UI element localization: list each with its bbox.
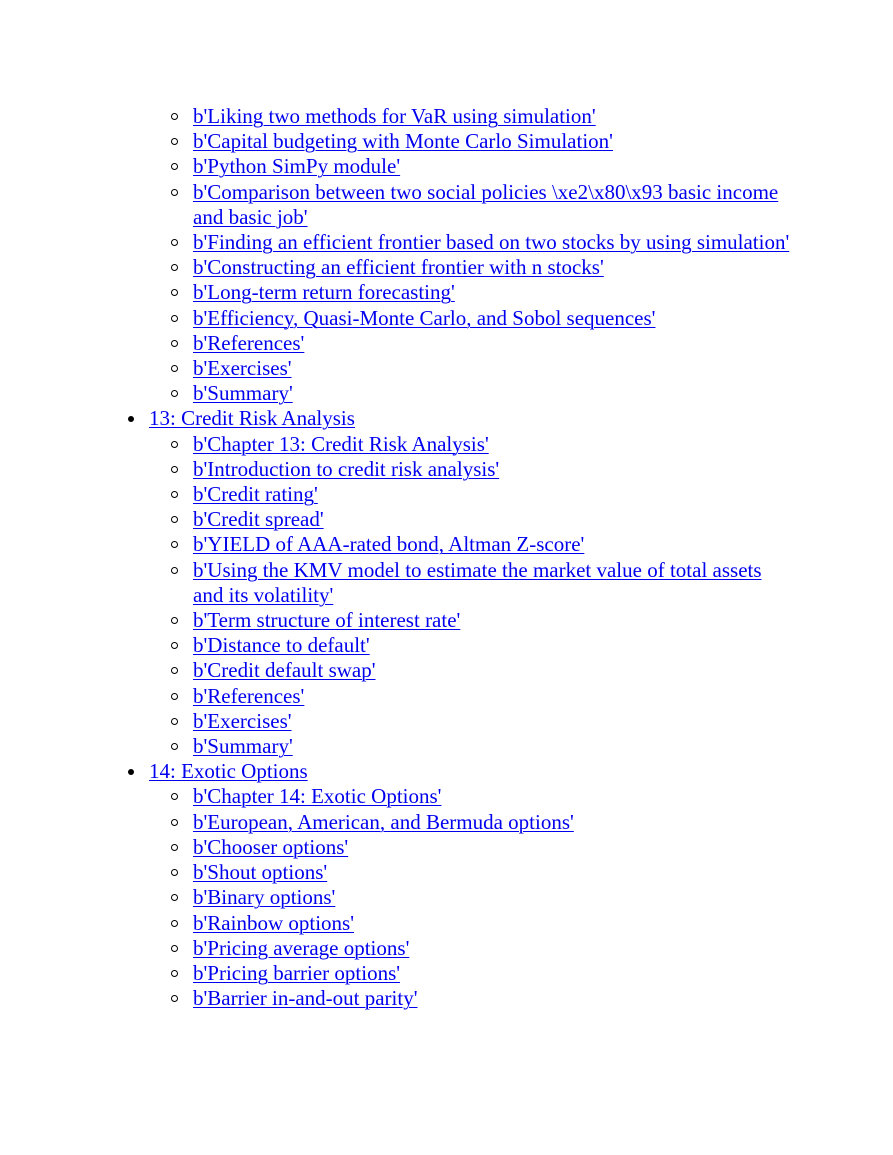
section-link[interactable]: b'Using the KMV model to estimate the market value of total assets and its volatility' bbox=[193, 557, 762, 607]
filled-disc-bullet-icon bbox=[128, 416, 134, 422]
hollow-circle-bullet-icon bbox=[171, 920, 178, 927]
list-item bbox=[193, 255, 793, 280]
continued-section-list bbox=[149, 104, 893, 406]
list-item bbox=[193, 810, 793, 835]
list-item bbox=[193, 331, 793, 356]
toc-chapter-14 bbox=[149, 759, 799, 1011]
list-item bbox=[193, 684, 793, 709]
section-link[interactable]: b'Credit default swap' bbox=[193, 658, 376, 683]
list-item bbox=[193, 306, 793, 331]
section-link[interactable]: b'Exercises' bbox=[193, 356, 292, 381]
section-link[interactable]: b'References' bbox=[193, 330, 305, 355]
hollow-circle-bullet-icon bbox=[171, 642, 178, 649]
section-link[interactable]: b'Python SimPy module' bbox=[193, 154, 401, 179]
section-link[interactable]: b'References' bbox=[193, 683, 305, 708]
hollow-circle-bullet-icon bbox=[171, 995, 178, 1002]
hollow-circle-bullet-icon bbox=[171, 516, 178, 523]
hollow-circle-bullet-icon bbox=[171, 441, 178, 448]
section-link[interactable]: b'Term structure of interest rate' bbox=[193, 608, 461, 633]
table-of-contents bbox=[0, 104, 893, 1011]
section-link[interactable]: b'Exercises' bbox=[193, 708, 292, 733]
section-link[interactable]: b'Finding an efficient frontier based on two stocks by using simulation' bbox=[193, 230, 790, 255]
section-link[interactable]: b'Chapter 14: Exotic Options' bbox=[193, 784, 442, 809]
hollow-circle-bullet-icon bbox=[171, 113, 178, 120]
list-item bbox=[193, 961, 793, 986]
hollow-circle-bullet-icon bbox=[171, 189, 178, 196]
hollow-circle-bullet-icon bbox=[171, 365, 178, 372]
list-item bbox=[193, 709, 793, 734]
toc-list bbox=[0, 104, 893, 1011]
list-item bbox=[193, 558, 793, 608]
section-link[interactable]: b'European, American, and Bermuda options' bbox=[193, 809, 574, 834]
section-link[interactable]: b'Distance to default' bbox=[193, 633, 370, 658]
list-item bbox=[193, 633, 793, 658]
hollow-circle-bullet-icon bbox=[171, 340, 178, 347]
list-item bbox=[193, 860, 793, 885]
list-item bbox=[193, 381, 793, 406]
hollow-circle-bullet-icon bbox=[171, 819, 178, 826]
list-item bbox=[193, 230, 793, 255]
section-link[interactable]: b'Binary options' bbox=[193, 885, 336, 910]
section-link[interactable]: b'Shout options' bbox=[193, 860, 328, 885]
hollow-circle-bullet-icon bbox=[171, 541, 178, 548]
hollow-circle-bullet-icon bbox=[171, 315, 178, 322]
list-item bbox=[193, 482, 793, 507]
hollow-circle-bullet-icon bbox=[171, 491, 178, 498]
hollow-circle-bullet-icon bbox=[171, 844, 178, 851]
list-item bbox=[193, 280, 793, 305]
hollow-circle-bullet-icon bbox=[171, 693, 178, 700]
list-item bbox=[193, 885, 793, 910]
list-item bbox=[193, 532, 793, 557]
chapter-link[interactable]: 13: Credit Risk Analysis bbox=[149, 406, 355, 431]
hollow-circle-bullet-icon bbox=[171, 894, 178, 901]
hollow-circle-bullet-icon bbox=[171, 239, 178, 246]
list-item bbox=[193, 936, 793, 961]
section-link[interactable]: b'Chapter 13: Credit Risk Analysis' bbox=[193, 431, 489, 456]
hollow-circle-bullet-icon bbox=[171, 718, 178, 725]
list-item bbox=[193, 457, 793, 482]
hollow-circle-bullet-icon bbox=[171, 869, 178, 876]
hollow-circle-bullet-icon bbox=[171, 945, 178, 952]
section-link[interactable]: b'Rainbow options' bbox=[193, 910, 354, 935]
section-link[interactable]: b'Liking two methods for VaR using simulation' bbox=[193, 104, 596, 128]
list-item bbox=[193, 658, 793, 683]
hollow-circle-bullet-icon bbox=[171, 567, 178, 574]
list-item bbox=[193, 784, 793, 809]
section-link[interactable]: b'Long-term return forecasting' bbox=[193, 280, 455, 305]
list-item bbox=[193, 356, 793, 381]
hollow-circle-bullet-icon bbox=[171, 667, 178, 674]
hollow-circle-bullet-icon bbox=[171, 793, 178, 800]
list-item bbox=[193, 129, 793, 154]
hollow-circle-bullet-icon bbox=[171, 138, 178, 145]
filled-disc-bullet-icon bbox=[128, 769, 134, 775]
section-link[interactable]: b'Chooser options' bbox=[193, 834, 349, 859]
list-item bbox=[193, 835, 793, 860]
chapter-14-section-list bbox=[149, 784, 799, 1011]
hollow-circle-bullet-icon bbox=[171, 970, 178, 977]
chapter-13-section-list bbox=[149, 432, 799, 760]
section-link[interactable]: b'Summary' bbox=[193, 734, 293, 759]
section-link[interactable]: b'Pricing barrier options' bbox=[193, 960, 401, 985]
section-link[interactable]: b'Barrier in-and-out parity' bbox=[193, 986, 418, 1011]
section-link[interactable]: b'Credit spread' bbox=[193, 507, 324, 532]
section-link[interactable]: b'Capital budgeting with Monte Carlo Simulation' bbox=[193, 129, 613, 154]
list-item bbox=[193, 180, 793, 230]
list-item bbox=[193, 734, 793, 759]
hollow-circle-bullet-icon bbox=[171, 390, 178, 397]
section-link[interactable]: b'Credit rating' bbox=[193, 482, 318, 507]
chapter-link[interactable]: 14: Exotic Options bbox=[149, 759, 308, 784]
list-item bbox=[193, 986, 793, 1011]
hollow-circle-bullet-icon bbox=[171, 163, 178, 170]
toc-continued-chapter bbox=[149, 104, 893, 406]
section-link[interactable]: b'Constructing an efficient frontier with n stocks' bbox=[193, 255, 604, 280]
hollow-circle-bullet-icon bbox=[171, 466, 178, 473]
section-link[interactable]: b'Introduction to credit risk analysis' bbox=[193, 456, 500, 481]
list-item bbox=[193, 104, 793, 129]
list-item bbox=[193, 608, 793, 633]
section-link[interactable]: b'Pricing average options' bbox=[193, 935, 410, 960]
list-item bbox=[193, 507, 793, 532]
hollow-circle-bullet-icon bbox=[171, 289, 178, 296]
section-link[interactable]: b'YIELD of AAA-rated bond, Altman Z-score' bbox=[193, 532, 585, 557]
hollow-circle-bullet-icon bbox=[171, 264, 178, 271]
hollow-circle-bullet-icon bbox=[171, 743, 178, 750]
list-item bbox=[193, 432, 793, 457]
list-item bbox=[193, 911, 793, 936]
section-link[interactable]: b'Summary' bbox=[193, 381, 293, 406]
section-link[interactable]: b'Comparison between two social policies \xe2\x80\x93 basic income and basic job' bbox=[193, 179, 779, 229]
list-item bbox=[193, 154, 793, 179]
section-link[interactable]: b'Efficiency, Quasi-Monte Carlo, and Sobol sequences' bbox=[193, 305, 656, 330]
toc-chapter-13 bbox=[149, 406, 799, 759]
hollow-circle-bullet-icon bbox=[171, 617, 178, 624]
